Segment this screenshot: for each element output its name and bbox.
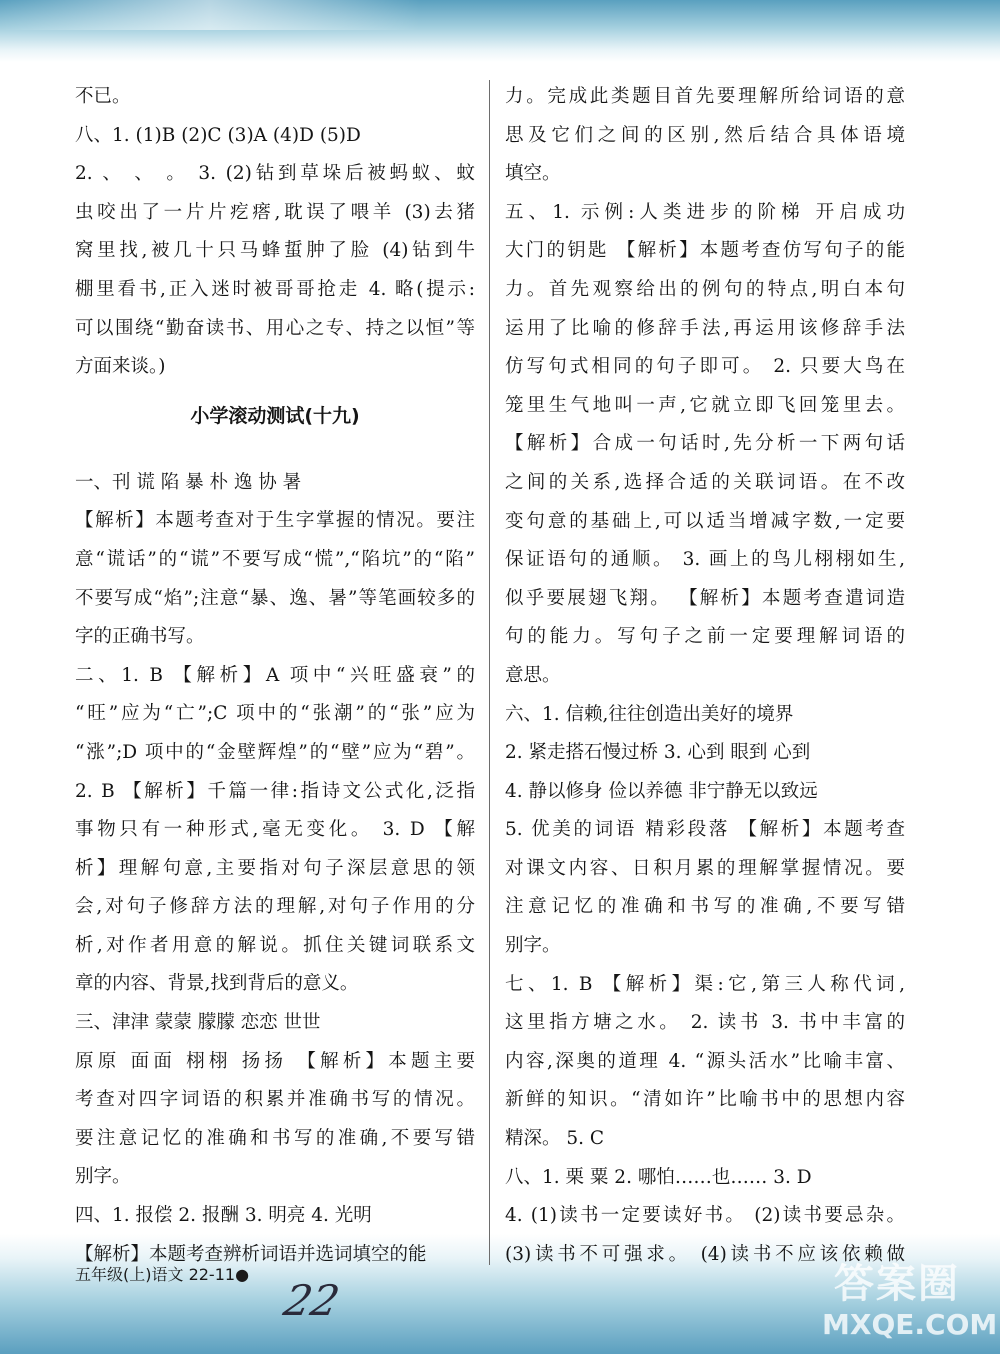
text-line: 句的能力。写句子之前一定要理解词语的 — [505, 626, 905, 648]
text-line: 六、1. 信赖,往往创造出美好的境界 — [505, 703, 794, 725]
text-line: 填空。 — [505, 163, 561, 185]
text-line: 【解析】合成一句话时,先分析一下两句话 — [505, 433, 905, 455]
text-line: 精深。 5. C — [505, 1128, 605, 1150]
watermark-url: MXQE.COM — [822, 1308, 998, 1341]
text-line: 新鲜的知识。“清如许”比喻书中的思想内容 — [505, 1089, 905, 1111]
text-line: 保证语句的通顺。 3. 画上的鸟儿栩栩如生, — [505, 549, 905, 571]
text-line: 力。完成此类题目首先要理解所给词语的意 — [505, 86, 905, 107]
text-line: 八、1. (1)B (2)C (3)A (4)D (5)D — [75, 124, 361, 146]
watermark-logo — [800, 1252, 998, 1347]
text-line: 大门的钥匙 【解析】本题考查仿写句子的能 — [505, 240, 905, 262]
text-line: 虫咬出了一片片疙瘩,耽误了喂羊 (3)去猪 — [75, 201, 475, 223]
text-line: 四、1. 报偿 2. 报酬 3. 明亮 4. 光明 — [75, 1205, 372, 1227]
text-line: “旺”应为“亡”;C 项中的“张潮”的“张”应为 — [75, 703, 475, 725]
text-line: 别字。 — [505, 935, 561, 957]
text-line: 2. B 【解析】千篇一律:指诗文公式化,泛指 — [75, 780, 475, 802]
text-line: 5. 优美的词语 精彩段落 【解析】本题考查 — [505, 819, 905, 841]
text-line: 这里指方塘之水。 2. 读书 3. 书中丰富的 — [505, 1012, 905, 1034]
text-line: 窝里找,被几十只马蜂蜇肿了脸 (4)钻到牛 — [75, 240, 475, 262]
text-line: 注意记忆的准确和书写的准确,不要写错 — [505, 896, 905, 918]
text-line: 【解析】本题考查辨析词语并选词填空的能 — [75, 1243, 427, 1265]
text-line: 要注意记忆的准确和书写的准确,不要写错 — [75, 1127, 475, 1149]
text-line: 方面来谈。) — [75, 356, 166, 378]
right-column — [505, 78, 905, 1274]
text-line: 五、1. 示例:人类进步的阶梯 开启成功 — [505, 201, 905, 223]
left-column — [75, 78, 475, 1274]
text-line: 不要写成“焰”;注意“暴、逸、暑”等笔画较多的 — [75, 587, 475, 609]
text-line: “涨”;D 项中的“金壁辉煌”的“壁”应为“碧”。 — [75, 741, 475, 763]
text-line: 对课文内容、日积月累的理解掌握情况。要 — [505, 857, 905, 879]
text-line: 考查对四字词语的积累并准确书写的情况。 — [75, 1089, 475, 1111]
column-divider — [489, 80, 490, 1265]
text-line: 会,对句子修辞方法的理解,对句子作用的分 — [75, 896, 475, 918]
text-line: 析,对作者用意的解说。抓住关键词联系文 — [75, 934, 475, 956]
text-line: (3)读书不可强求。 (4)读书不应该依赖做 — [505, 1243, 905, 1265]
text-line: 2. 紧走搭石慢过桥 3. 心到 眼到 心到 — [505, 742, 811, 764]
text-line: 4. (1)读书一定要读好书。 (2)读书要忌杂。 — [505, 1205, 905, 1227]
left-lines-group-1 — [75, 78, 475, 387]
text-line: 2. 、 、 。 3. (2)钻到草垛后被蚂蚁、蚊 — [75, 163, 475, 185]
text-line: 之间的关系,选择合适的关联词语。在不改 — [505, 471, 905, 493]
text-line: 八、1. 栗 粟 2. 哪怕……也…… 3. D — [505, 1166, 812, 1188]
text-line: 内容,深奥的道理 4. “源头活水”比喻丰富、 — [505, 1050, 905, 1072]
watermark-text: 答案圈 — [834, 1261, 960, 1307]
text-line: 事物只有一种形式,毫无变化。 3. D 【解 — [75, 819, 475, 841]
text-line: 力。首先观察给出的例句的特点,明白本句 — [505, 278, 905, 300]
text-line: 笼里生气地叫一声,它就立即飞回笼里去。 — [505, 394, 905, 416]
section-title: 小学滚动测试(十九) — [190, 404, 360, 427]
text-line: 意“谎话”的“谎”不要写成“慌”,“陷坑”的“陷” — [75, 548, 475, 570]
text-line: 似乎要展翅飞翔。 【解析】本题考查遣词造 — [505, 587, 905, 609]
text-line: 意思。 — [505, 664, 561, 686]
text-line: 【解析】本题考查对于生字掌握的情况。要注 — [75, 510, 475, 532]
text-line: 可以围绕“勤奋读书、用心之专、持之以恒”等 — [75, 317, 475, 339]
text-line: 变句意的基础上,可以适当增减字数,一定要 — [505, 510, 905, 532]
handwritten-page-number: 22 — [279, 1276, 344, 1325]
text-line: 析】理解句意,主要指对句子深层意思的领 — [75, 857, 475, 879]
text-line: 原原 面面 栩栩 扬扬 【解析】本题主要 — [75, 1050, 475, 1072]
text-line: 三、津津 蒙蒙 朦朦 恋恋 世世 — [75, 1012, 321, 1034]
text-line: 一、刊 谎 陷 暴 朴 逸 协 暑 — [75, 471, 302, 493]
text-line: 仿写句式相同的句子即可。 2. 只要大鸟在 — [505, 356, 905, 378]
text-line: 别字。 — [75, 1166, 131, 1188]
text-line: 思及它们之间的区别,然后结合具体语境 — [505, 124, 905, 146]
text-line: 字的正确书写。 — [75, 626, 205, 648]
top-decorative-band — [0, 0, 1000, 62]
text-line: 二、1. B 【解析】A 项中“兴旺盛衰”的 — [75, 664, 475, 686]
text-line: 棚里看书,正入迷时被哥哥抢走 4. 略(提示: — [75, 278, 475, 300]
text-line: 章的内容、背景,找到背后的意义。 — [75, 973, 359, 995]
text-line: 不已。 — [75, 86, 131, 107]
left-lines-group-2 — [75, 464, 475, 1274]
page-footer: 五年级(上)语文 22-11● — [75, 1265, 250, 1284]
text-line: 运用了比喻的修辞手法,再运用该修辞手法 — [505, 317, 905, 339]
text-line: 4. 静以修身 俭以养德 非宁静无以致远 — [505, 780, 818, 802]
text-line: 七、1. B 【解析】渠:它,第三人称代词, — [505, 973, 905, 995]
